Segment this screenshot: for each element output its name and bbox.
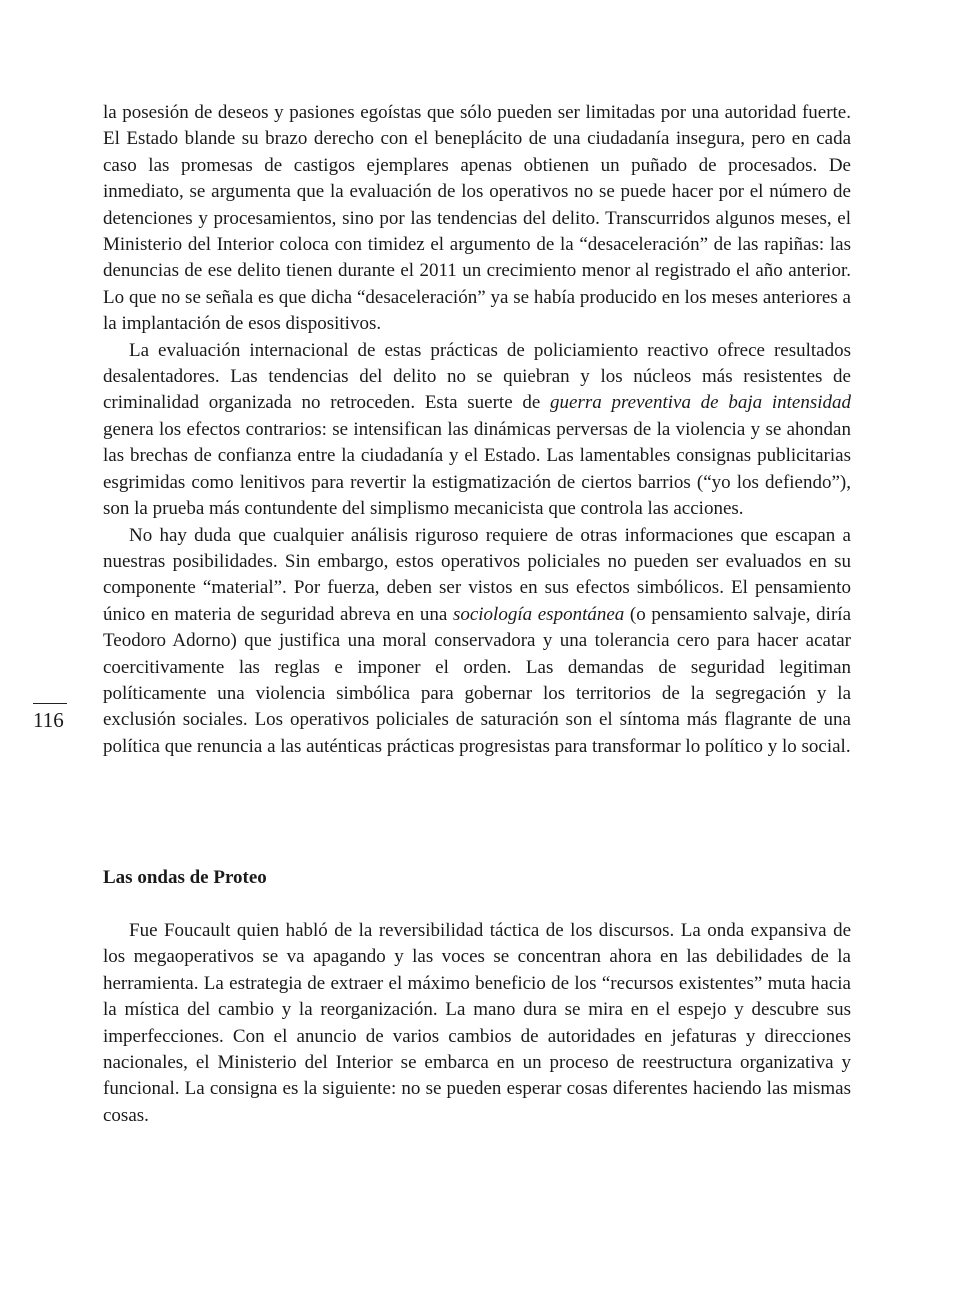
paragraph-2 — [103, 338, 851, 523]
paragraph-2-text-a: La evaluación internacional de estas prácticas de policiamiento reactivo ofrece resultados desalentadores. Las tendencias del delito no se quiebran y los núcleos más resistentes de criminalidad organizada no retroceden. Esta suerte de — [103, 339, 851, 414]
paragraph-2-text-b: genera los efectos contrarios: se intensifican las dinámicas perversas de la violencia y se ahondan las brechas de confianza entre la ciudadanía y el Estado. Las lamentables consignas publicitarias esgrimidas como lenitivos para revertir la estigmatización de ciertos barrios (“yo los defiendo”), son la prueba más contundente del simplismo mecanicista que controla las acciones. — [103, 418, 851, 520]
paragraph-3-text-a: No hay duda que cualquier análisis riguroso requiere de otras informaciones que escapan a nuestras posibilidades. Sin embargo, estos operativos policiales no pueden ser evaluados en su componente “material”. Por fuerza, deben ser vistos en sus efectos simbólicos. El pensamiento único en materia de seguridad abreva en una — [103, 524, 851, 625]
section-body-text — [103, 918, 851, 1129]
paragraph-3-emphasis: sociología espontánea — [452, 603, 625, 625]
body-text — [103, 100, 851, 760]
paragraph-1: la posesión de deseos y pasiones egoístas que sólo pueden ser limitadas por una autoridad fuerte. El Estado blande su brazo derecho con el beneplácito de una ciudadanía insegura, pero en cada caso las promesas de castigos ejemplares apenas obtienen un puñado de procesados. De inmediato, se argumenta que la evaluación de los operativos no se puede hacer por el número de detenciones y procesamientos, sino por las tendencias del delito. Transcurridos algunos meses, el Ministerio del Interior coloca con timidez el argumento de la “desaceleración” de las rapiñas: las denuncias de ese delito tienen durante el 2011 un crecimiento menor al registrado el año anterior. Lo que no se señala es que dicha “desaceleración” ya se había producido en los meses anteriores a la implantación de esos dispositivos. — [103, 102, 851, 335]
paragraph-3 — [103, 523, 851, 761]
paragraph-3-text-b: (o pensamiento salvaje, diría Teodoro Adorno) que justifica una moral conservadora y una tolerancia cero para hacer acatar coercitivamente las reglas e imponer el orden. Las demandas de seguridad legitiman políticamente una violencia simbólica para gobernar los territorios de la segregación y la exclusión sociales. Los operativos policiales de saturación son el síntoma más flagrante de una política que renuncia a las auténticas prácticas progresistas para transformar lo político y lo social. — [103, 603, 851, 757]
paragraph-4: Fue Foucault quien habló de la reversibilidad táctica de los discursos. La onda expansiva de los megaoperativos se va apagando y las voces se concentran ahora en las debilidades de la herramienta. La estrategia de extraer el máximo beneficio de los “recursos existentes” muta hacia la mística del cambio y la reorganización. La mano dura se mira en el espejo y descubre sus imperfecciones. Con el anuncio de varios cambios de autoridades en jefaturas y direcciones nacionales, el Ministerio del Interior se embarca en un proceso de reestructura organizativa y funcional. La consigna es la siguiente: no se pueden esperar cosas diferentes haciendo las mismas cosas. — [103, 920, 851, 1126]
section-heading: Las ondas de Proteo — [103, 867, 267, 888]
page-number: 116 — [33, 708, 64, 732]
page-number-rule — [33, 703, 67, 704]
paragraph-2-emphasis: guerra preventiva de baja intensidad — [550, 392, 851, 414]
